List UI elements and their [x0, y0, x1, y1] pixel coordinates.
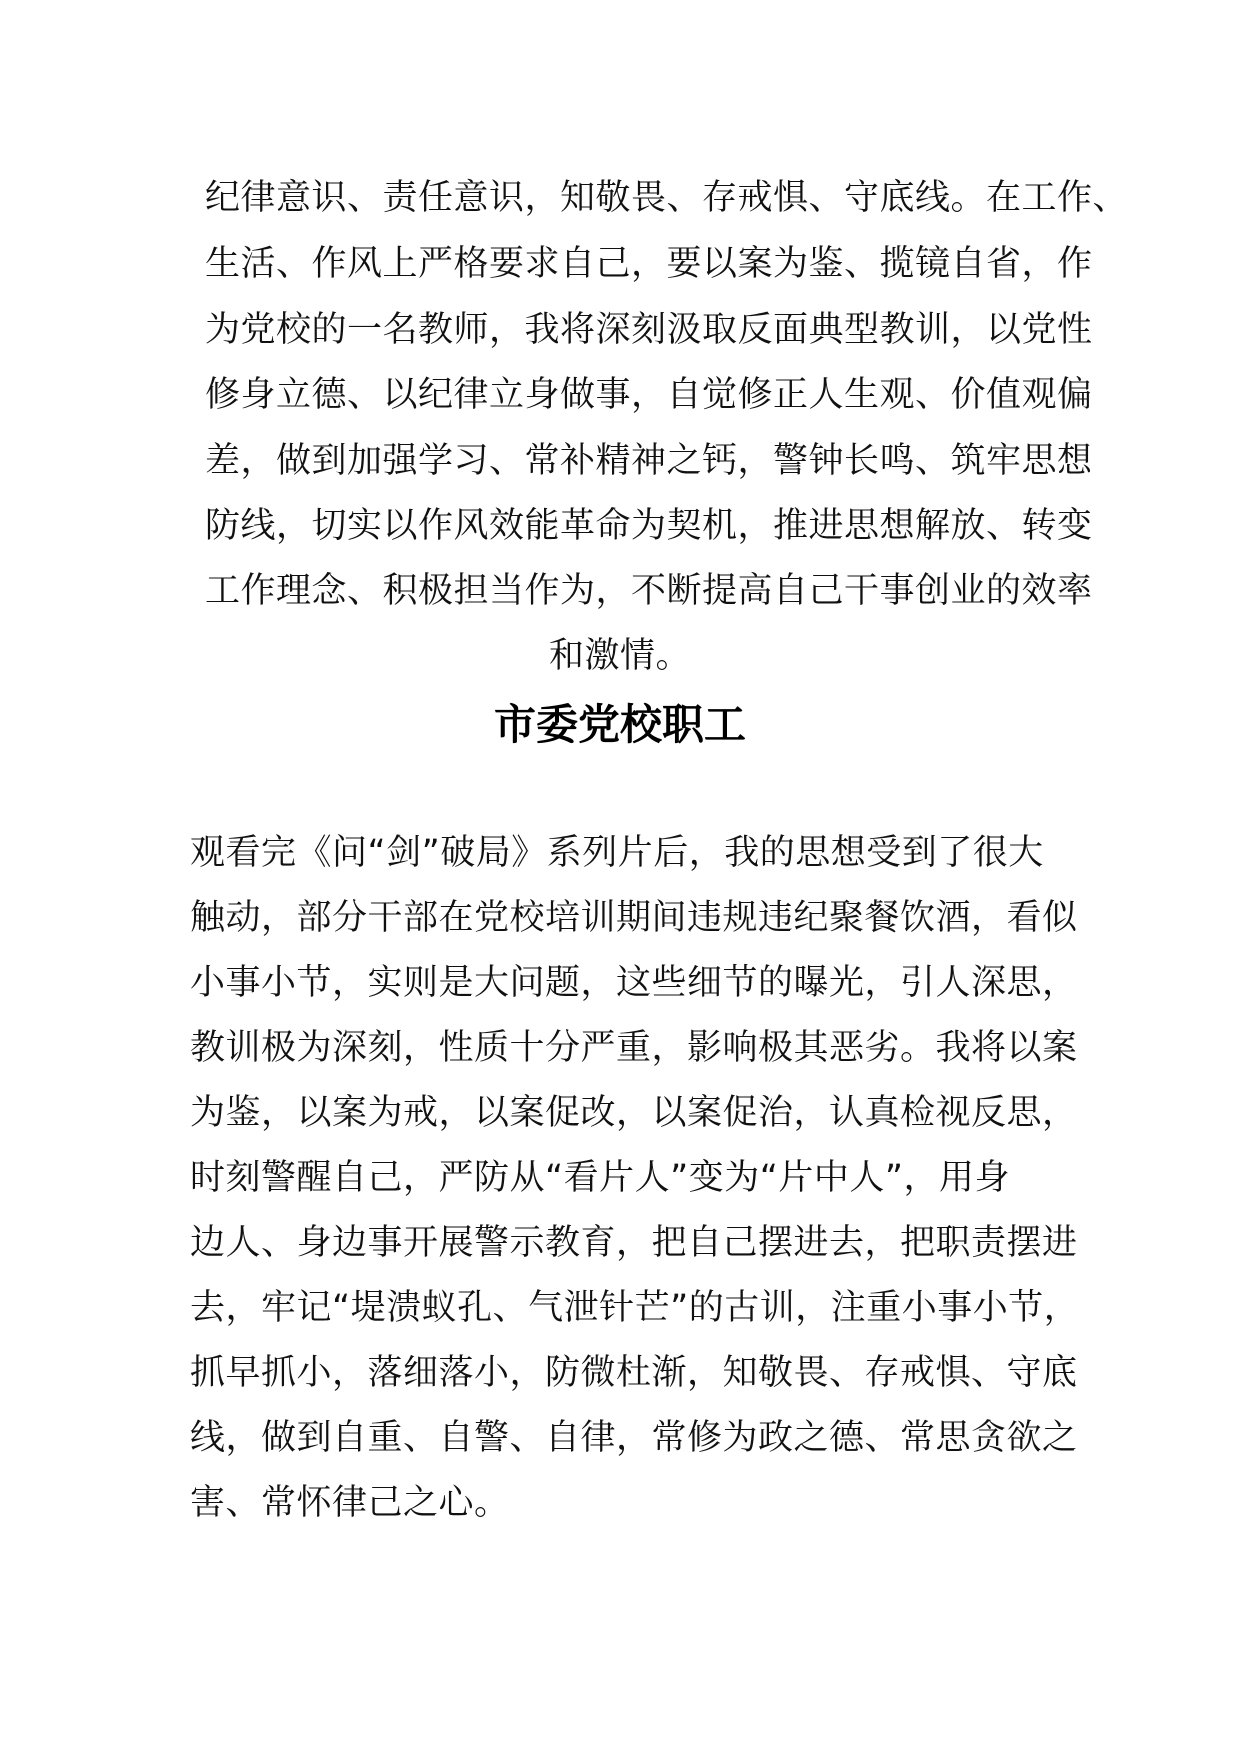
paragraph2-line: 害、常怀律己之心。 — [190, 1483, 510, 1523]
paragraph2-line: 边人、身边事开展警示教育，把自己摆进去，把职责摆进 — [190, 1223, 1078, 1263]
paragraph1-line: 工作理念、积极担当作为，不断提高自己干事创业的效率 — [205, 571, 1093, 611]
paragraph1-line: 差，做到加强学习、常补精神之钙，警钟长鸣、筑牢思想 — [205, 441, 1093, 481]
paragraph2-line: 线，做到自重、自警、自律，常修为政之德、常思贪欲之 — [190, 1418, 1078, 1458]
paragraph2-line: 抓早抓小，落细落小，防微杜渐，知敬畏、存戒惧、守底 — [190, 1353, 1078, 1393]
paragraph1-line: 生活、作风上严格要求自己，要以案为鉴、揽镜自省，作 — [205, 244, 1093, 284]
paragraph2-line: 时刻警醒自己，严防从“看片人”变为“片中人”，用身 — [190, 1158, 1011, 1198]
paragraph1-line: 和激情。 — [548, 636, 691, 676]
paragraph2-line: 小事小节，实则是大问题，这些细节的曝光，引人深思， — [190, 963, 1078, 1003]
paragraph1-line: 为党校的一名教师，我将深刻汲取反面典型教训，以党性 — [205, 310, 1093, 350]
paragraph1-line: 纪律意识、责任意识，知敬畏、存戒惧、守底线。在工作、 — [205, 178, 1129, 218]
paragraph2-line: 去，牢记“堤溃蚁孔、气泄针芒”的古训，注重小事小节， — [190, 1288, 1080, 1328]
paragraph2-line: 教训极为深刻，性质十分严重，影响极其恶劣。我将以案 — [190, 1028, 1078, 1068]
section-heading: 市委党校职工 — [493, 700, 746, 749]
paragraph1-line: 防线，切实以作风效能革命为契机，推进思想解放、转变 — [205, 506, 1093, 546]
paragraph2-line: 为鉴，以案为戒，以案促改，以案促治，认真检视反思， — [190, 1093, 1078, 1133]
paragraph2-line: 观看完《问“剑”破局》系列片后，我的思想受到了很大 — [190, 833, 1044, 873]
paragraph1-line: 修身立德、以纪律立身做事，自觉修正人生观、价值观偏 — [205, 375, 1093, 415]
paragraph2-line: 触动，部分干部在党校培训期间违规违纪聚餐饮酒，看似 — [190, 898, 1078, 938]
